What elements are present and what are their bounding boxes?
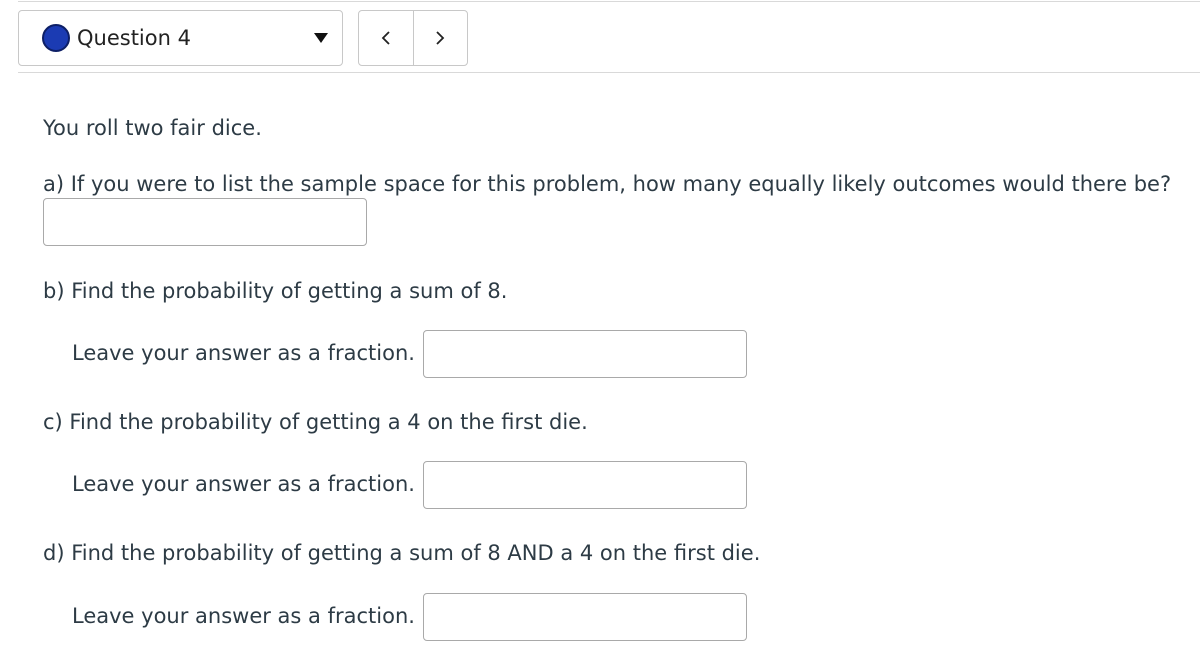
question-intro: You roll two fair dice. (43, 116, 262, 140)
part-b-answer-input[interactable] (423, 330, 747, 378)
part-b-hint: Leave your answer as a fraction. (72, 341, 415, 365)
part-a-prompt: a) If you were to list the sample space for this problem, how many equally likely outcomes would there be? (43, 172, 1172, 196)
part-d-prompt: d) Find the probability of getting a sum of 8 AND a 4 on the first die. (43, 541, 761, 565)
part-b-prompt: b) Find the probability of getting a sum of 8. (43, 279, 508, 303)
part-d-hint: Leave your answer as a fraction. (72, 604, 415, 628)
part-a-answer-input[interactable] (43, 198, 367, 246)
part-c-hint: Leave your answer as a fraction. (72, 472, 415, 496)
question-selector-label: Question 4 (77, 26, 191, 50)
part-c-answer-input[interactable] (423, 461, 747, 509)
part-d-answer-input[interactable] (423, 593, 747, 641)
part-c-prompt: c) Find the probability of getting a 4 on the first die. (43, 410, 588, 434)
